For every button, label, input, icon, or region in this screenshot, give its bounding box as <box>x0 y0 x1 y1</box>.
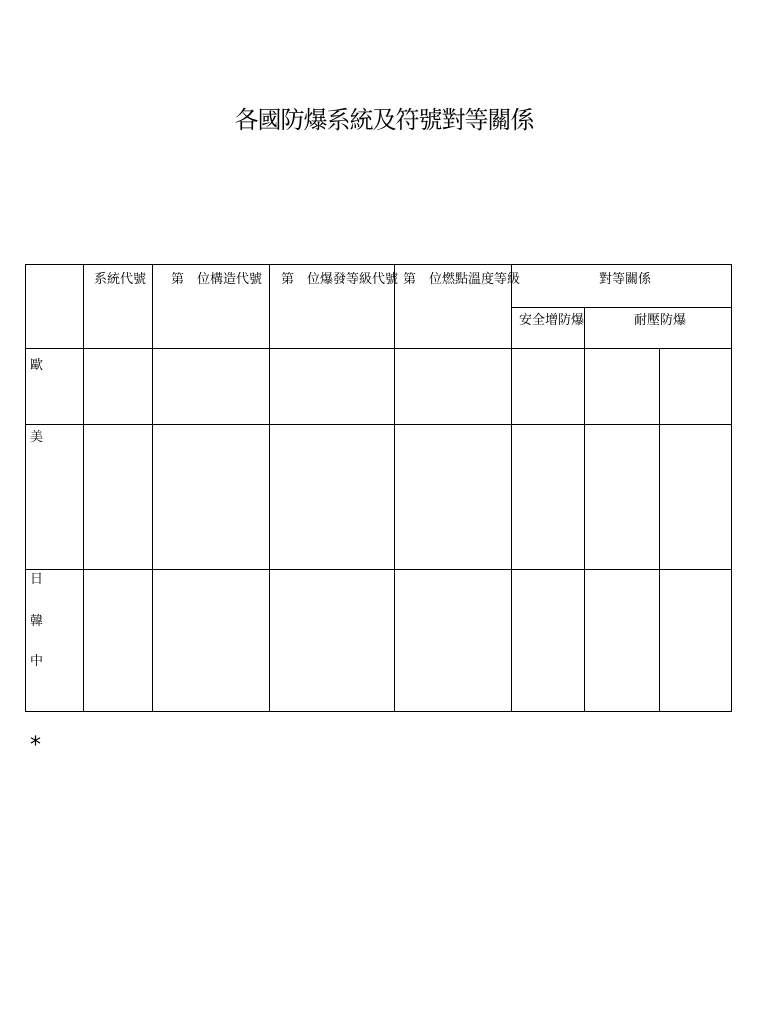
footnote-mark: * <box>30 733 41 758</box>
table-border-right <box>731 264 732 712</box>
col-divider-2 <box>152 264 153 712</box>
equivalence-table <box>25 264 732 712</box>
row-divider-2 <box>25 424 732 425</box>
col-divider-3 <box>269 264 270 712</box>
col-divider-5 <box>511 264 512 712</box>
header-system-code: 系統代號 <box>94 272 147 287</box>
row-divider-1 <box>25 348 732 349</box>
header-equivalence: 對等關係 <box>599 272 652 287</box>
table-border-top <box>25 264 732 265</box>
table-border-bottom <box>25 711 732 712</box>
col-divider-7 <box>659 348 660 712</box>
header-increased-safety: 安全增防爆 <box>519 313 585 328</box>
header-structure-code: 第 位構造代號 <box>171 272 263 287</box>
row-label-america: 美 <box>30 430 44 445</box>
row-label-korea: 韓 <box>30 614 44 629</box>
page-title: 各國防爆系統及符號對等關係 <box>234 106 534 134</box>
header-flameproof: 耐壓防爆 <box>634 313 687 328</box>
row-label-china: 中 <box>30 654 44 669</box>
col-divider-4 <box>394 264 395 712</box>
col-divider-6 <box>584 307 585 712</box>
header-subdivider <box>511 307 732 308</box>
row-label-japan: 日 <box>30 572 44 587</box>
header-ignition-temp-class: 第 位燃點溫度等級 <box>403 272 521 287</box>
row-label-europe: 歐 <box>30 358 44 373</box>
table-border-left <box>25 264 26 712</box>
header-explosion-group-code: 第 位爆發等級代號 <box>281 272 399 287</box>
col-divider-1 <box>83 264 84 712</box>
row-divider-3 <box>25 569 732 570</box>
